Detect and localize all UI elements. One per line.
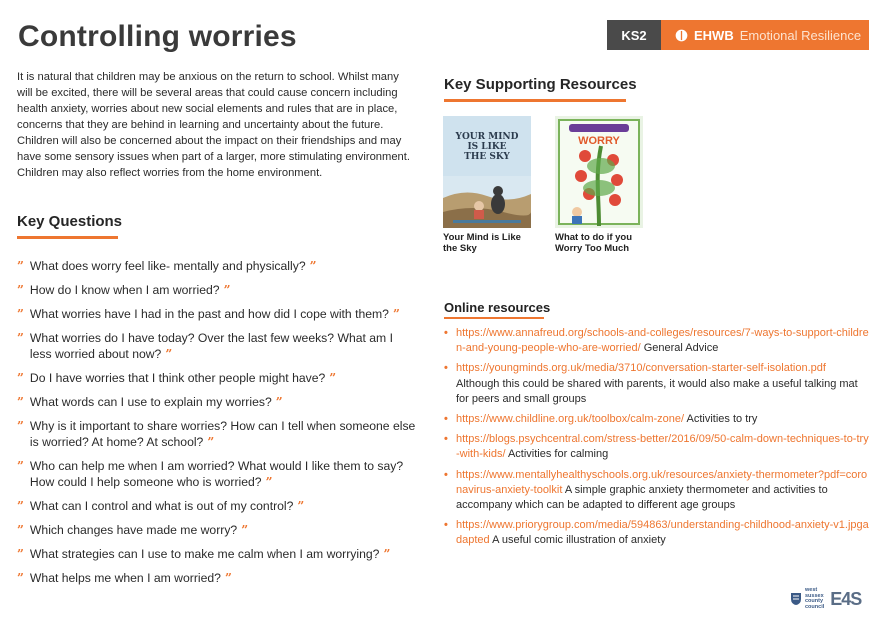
resource-item — [444, 326, 869, 356]
quote-close-icon: ” — [383, 547, 391, 561]
question-item — [17, 458, 417, 490]
ks-badge: KS2 — [607, 20, 661, 50]
question-item — [17, 570, 417, 586]
quote-close-icon: ” — [309, 259, 317, 273]
book-worry[interactable] — [555, 116, 643, 254]
question-item — [17, 522, 417, 538]
question-text: What does worry feel like- mentally and physically? — [29, 259, 306, 273]
key-questions-heading: Key Questions — [17, 213, 123, 230]
e4s-logo: E4S — [830, 588, 862, 609]
question-item — [17, 330, 417, 362]
book-cover-title: YOUR MIND IS LIKE THE SKY — [455, 132, 519, 162]
shield-icon — [790, 592, 802, 606]
quote-close-icon: ” — [329, 371, 337, 385]
quote-close-icon: ” — [165, 347, 173, 361]
book-list — [443, 116, 643, 254]
book-cover-your-mind — [443, 116, 531, 228]
quote-open-icon: ” — [17, 523, 24, 537]
quote-close-icon: ” — [265, 475, 273, 489]
intro-paragraph: It is natural that children may be anxious on the return to school. Whilst many will be excited, there will be several areas that could cause concern including health anxiety, worries about new social elements and rules that are in place, concerns that they are behind in learning and uncertainty about the future. Children will also be concerned about the impact on their friendships and may have some sensory issues when part of a larger, more stimulating environment. Children may also reflect worries from the home environment. — [17, 71, 410, 179]
resource-description: Although this could be shared with parents, it would also make a useful talking mat for peers and small groups — [456, 377, 858, 405]
book-your-mind[interactable] — [443, 116, 531, 254]
question-text: What words can I use to explain my worries? — [29, 395, 272, 409]
quote-close-icon: ” — [224, 571, 232, 585]
quote-open-icon: ” — [17, 571, 24, 585]
supporting-underline — [444, 99, 626, 102]
page-title: Controlling worries — [18, 20, 297, 53]
supporting-heading: Key Supporting Resources — [444, 76, 637, 93]
heart-icon — [675, 29, 688, 42]
book-caption: Your Mind is Like the Sky — [443, 232, 521, 254]
resource-link[interactable]: https://www.mentallyhealthyschools.org.uk/resources/anxiety-thermometer?pdf=coronavirus-anxiety-toolkit — [456, 468, 868, 496]
ehwb-subtitle: Emotional Resilience — [739, 27, 862, 43]
question-text: How do I know when I am worried? — [29, 283, 220, 297]
quote-open-icon: ” — [17, 283, 24, 297]
question-text: What worries have I had in the past and how did I cope with them? — [29, 307, 389, 321]
question-item — [17, 498, 417, 514]
question-item — [17, 418, 417, 450]
council-name: west sussex county council — [805, 587, 825, 610]
question-text: Why is it important to share worries? How can I tell when someone else is worried? At home? At school? — [29, 419, 416, 449]
question-text: What worries do I have today? Over the last few weeks? What am I less worried about now? — [29, 331, 393, 361]
quote-open-icon: ” — [17, 307, 24, 321]
resource-description: A useful comic illustration of anxiety — [492, 534, 666, 547]
book-cover-title: WORRY — [578, 135, 620, 147]
resource-link[interactable]: https://www.annafreud.org/schools-and-colleges/resources/7-ways-to-support-children-and-young-people-who-are-worried/ — [456, 327, 869, 355]
question-text: Who can help me when I am worried? What would I like them to say? How could I help someone who is worried? — [29, 459, 404, 489]
quote-close-icon: ” — [223, 283, 231, 297]
council-logo — [790, 588, 824, 610]
quote-open-icon: ” — [17, 459, 24, 473]
question-item — [17, 370, 417, 386]
online-resources-list — [444, 326, 869, 554]
question-item — [17, 394, 417, 410]
book-caption: What to do if you Worry Too Much — [555, 232, 633, 254]
resource-item — [444, 361, 869, 407]
question-text: Which changes have made me worry? — [29, 523, 238, 537]
resource-link[interactable]: https://www.priorygroup.com/media/594863/understanding-childhood-anxiety-v1.jpgadapted — [456, 519, 869, 547]
key-questions-underline — [17, 236, 118, 239]
quote-open-icon: ” — [17, 499, 24, 513]
question-item — [17, 306, 417, 322]
quote-open-icon: ” — [17, 331, 24, 345]
ehwb-badge — [661, 20, 869, 50]
resource-item — [444, 518, 869, 548]
footer-logos — [790, 588, 861, 610]
resource-description: Activities to try — [686, 413, 758, 426]
quote-close-icon: ” — [207, 435, 215, 449]
quote-open-icon: ” — [17, 259, 24, 273]
quote-open-icon: ” — [17, 419, 24, 433]
question-item — [17, 258, 417, 274]
resource-description: General Advice — [643, 342, 719, 355]
quote-close-icon: ” — [297, 499, 305, 513]
question-item — [17, 282, 417, 298]
quote-close-icon: ” — [241, 523, 249, 537]
resource-description: A simple graphic anxiety thermometer and activities to accompany which can be adapted to different age groups — [456, 483, 828, 512]
resource-link[interactable]: https://www.childline.org.uk/toolbox/calm-zone/ — [456, 413, 685, 426]
resource-link[interactable]: https://youngminds.org.uk/media/3710/conversation-starter-self-isolation.pdf — [456, 362, 826, 375]
question-text: What helps me when I am worried? — [29, 571, 221, 585]
key-questions-list — [17, 258, 417, 594]
quote-close-icon: ” — [275, 395, 283, 409]
question-item — [17, 546, 417, 562]
ehwb-label: EHWB — [694, 27, 734, 43]
online-heading: Online resources — [444, 300, 551, 315]
resource-item — [444, 468, 869, 514]
question-text: Do I have worries that I think other people might have? — [29, 371, 326, 385]
quote-open-icon: ” — [17, 395, 24, 409]
quote-close-icon: ” — [392, 307, 400, 321]
question-text: What can I control and what is out of my control? — [29, 499, 294, 513]
book-cover-worry — [555, 116, 643, 228]
quote-open-icon: ” — [17, 547, 24, 561]
resource-description: Activities for calming — [507, 448, 609, 461]
online-underline — [444, 317, 544, 319]
resource-item — [444, 432, 869, 462]
resource-link[interactable]: https://blogs.psychcentral.com/stress-better/2016/09/50-calm-down-techniques-to-try-with-kids/ — [456, 433, 869, 461]
question-text: What strategies can I use to make me calm when I am worrying? — [29, 547, 380, 561]
resource-item — [444, 412, 869, 427]
quote-open-icon: ” — [17, 371, 24, 385]
